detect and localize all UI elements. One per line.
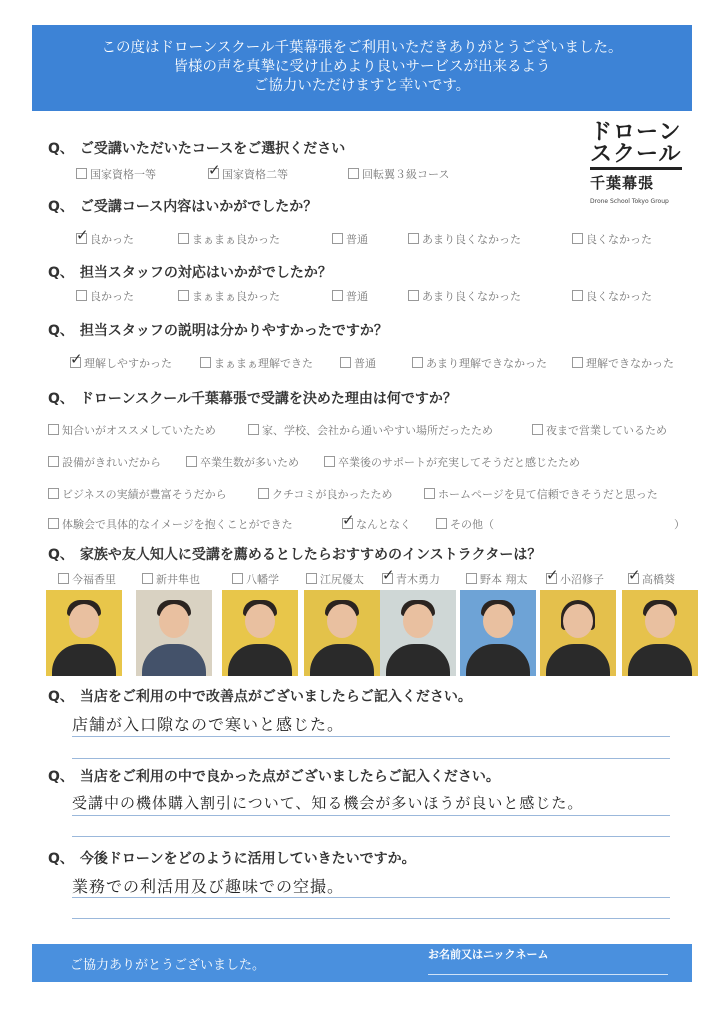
option-instructor-8[interactable]: ✓ 高橋葵: [628, 571, 675, 587]
instructor-photo-2: [136, 590, 212, 676]
intro-banner: [32, 25, 692, 111]
option-good-reviews[interactable]: クチコミが良かったため: [258, 486, 393, 502]
logo-line-2: スクール: [590, 142, 682, 167]
intro-line-2: 皆様の声を真摯に受け止めより良いサービスが出来るよう: [173, 59, 551, 75]
instructor-photo-6: [460, 590, 536, 676]
option-instructor-1[interactable]: 今福香里: [58, 571, 116, 587]
intro-line-1: この度はドローンスクール千葉幕張をご利用いただきありがとうございました。: [101, 40, 623, 56]
option-fairly-good[interactable]: まぁまぁ良かった: [178, 231, 280, 247]
option-instructor-4[interactable]: 江尻優太: [306, 571, 364, 587]
question-good-points: Q、 当店をご利用の中で良かった点がございましたらご記入ください。: [48, 769, 500, 785]
option-no-particular-reason[interactable]: ✓ なんとなく: [342, 516, 411, 532]
question-future-use: Q、 今後ドローンをどのように活用していきたいですか。: [48, 851, 416, 867]
question-text: 当店をご利用の中で改善点がございましたらご記入ください。: [79, 689, 472, 705]
answer-rule: [72, 815, 670, 816]
improvements-answer[interactable]: 店舗が入口隙なので寒いと感じた。: [72, 715, 345, 734]
option-instructor-7[interactable]: ✓ 小沼修子: [546, 571, 604, 587]
question-text: ドローンスクール千葉幕張で受講を決めた理由は何ですか？: [79, 391, 457, 407]
question-text: 担当スタッフの説明は分かりやすかったですか？: [79, 323, 388, 339]
option-clean-facilities[interactable]: 設備がきれいだから: [48, 454, 161, 470]
logo-line-3: 千葉幕張: [590, 174, 655, 192]
answer-rule: [72, 836, 670, 837]
question-prefix: Q、: [48, 141, 74, 157]
question-text: ご受講いただいたコースをご選択ください: [79, 141, 346, 157]
logo-line-1: ドローン: [590, 120, 682, 145]
instructor-photos: [46, 590, 698, 678]
question-staff-service: Q、 担当スタッフの対応はいかがでしたか？: [48, 265, 332, 281]
question-reason: Q、 ドローンスクール千葉幕張で受講を決めた理由は何ですか？: [48, 391, 457, 407]
option-good[interactable]: ✓良かった: [76, 231, 134, 247]
checkbox[interactable]: [76, 168, 87, 179]
question-text: 当店をご利用の中で良かった点がございましたらご記入ください。: [79, 769, 500, 785]
name-field[interactable]: [428, 974, 668, 975]
option-instructor-3[interactable]: 八幡学: [232, 571, 279, 587]
option-other[interactable]: その他（: [436, 516, 494, 532]
option-instructor-2[interactable]: 新井隼也: [142, 571, 200, 587]
option-not-very-good[interactable]: あまり良くなかった: [408, 231, 521, 247]
option-homepage[interactable]: ホームページを見て信頼できそうだと思った: [424, 486, 658, 502]
instructor-photo-7: [540, 590, 616, 676]
instructor-photo-3: [222, 590, 298, 676]
question-text: 担当スタッフの対応はいかがでしたか？: [79, 265, 332, 281]
option-good[interactable]: 良かった: [76, 288, 134, 304]
option-normal[interactable]: 普通: [332, 288, 368, 304]
name-label: お名前又はニックネーム: [428, 948, 549, 961]
option-recommended[interactable]: 知合いがオススメしていたため: [48, 422, 216, 438]
footer-banner: [32, 944, 692, 982]
option-business-record[interactable]: ビジネスの実績が豊富そうだから: [48, 486, 227, 502]
answer-rule: [72, 918, 670, 919]
option-course-3[interactable]: 回転翼３級コース: [348, 166, 449, 182]
good-points-answer[interactable]: 受講中の機体購入割引について、知る機会が多いほうが良いと感じた。: [72, 794, 584, 812]
option-support[interactable]: 卒業後のサポートが充実してそうだと感じたため: [324, 454, 580, 470]
question-staff-explanation: Q、 担当スタッフの説明は分かりやすかったですか？: [48, 323, 388, 339]
question-course: [48, 138, 345, 158]
question-text: 家族や友人知人に受講を薦めるとしたらおすすめのインストラクターは？: [79, 547, 542, 563]
question-text: 今後ドローンをどのように活用していきたいですか。: [79, 851, 416, 867]
question-course-content: Q、 ご受講コース内容はいかがでしたか？: [48, 199, 318, 215]
footer-thanks: ご協力ありがとうございました。: [70, 958, 266, 973]
option-course-2[interactable]: ✓ 国家資格二等: [208, 166, 288, 182]
option-fairly-good[interactable]: まぁまぁ良かった: [178, 288, 280, 304]
option-normal[interactable]: 普通: [340, 355, 376, 371]
instructor-photo-1: [46, 590, 122, 676]
intro-line-3: ご協力いただけますと幸いです。: [253, 78, 471, 94]
instructor-photo-8: [622, 590, 698, 676]
option-instructor-5[interactable]: ✓ 青木勇力: [382, 571, 440, 587]
answer-rule: [72, 758, 670, 759]
option-not-very-good[interactable]: あまり良くなかった: [408, 288, 521, 304]
option-open-late[interactable]: 夜まで営業しているため: [532, 422, 667, 438]
checkbox-checked[interactable]: [208, 168, 219, 179]
logo-bar: [590, 167, 682, 170]
school-logo: [590, 122, 686, 212]
question-instructor: Q、 家族や友人知人に受講を薦めるとしたらおすすめのインストラクターは？: [48, 547, 542, 563]
option-course-1[interactable]: 国家資格一等: [76, 166, 156, 182]
future-use-answer[interactable]: 業務での利活用及び趣味での空撮。: [72, 877, 345, 896]
instructor-photo-5: [380, 590, 456, 676]
checkbox[interactable]: [348, 168, 359, 179]
answer-rule: [72, 736, 670, 737]
other-close-paren: ）: [674, 518, 685, 531]
option-easy-to-understand[interactable]: ✓理解しやすかった: [70, 355, 172, 371]
option-fairly-understood[interactable]: まぁまぁ理解できた: [200, 355, 313, 371]
option-not-good[interactable]: 良くなかった: [572, 288, 652, 304]
option-instructor-6[interactable]: 野本 翔太: [466, 571, 528, 587]
option-not-understood[interactable]: 理解できなかった: [572, 355, 674, 371]
question-text: ご受講コース内容はいかがでしたか？: [79, 199, 318, 215]
logo-subtitle: Drone School Tokyo Group: [590, 198, 669, 205]
instructor-photo-4: [304, 590, 380, 676]
option-normal[interactable]: 普通: [332, 231, 368, 247]
option-convenient-location[interactable]: 家、学校、会社から通いやすい場所だったため: [248, 422, 493, 438]
answer-rule: [72, 897, 670, 898]
question-improvements: Q、 当店をご利用の中で改善点がございましたらご記入ください。: [48, 689, 472, 705]
option-trial-session[interactable]: 体験会で具体的なイメージを抱くことができた: [48, 516, 293, 532]
option-not-well-understood[interactable]: あまり理解できなかった: [412, 355, 547, 371]
option-many-graduates[interactable]: 卒業生数が多いため: [186, 454, 299, 470]
option-not-good[interactable]: 良くなかった: [572, 231, 652, 247]
